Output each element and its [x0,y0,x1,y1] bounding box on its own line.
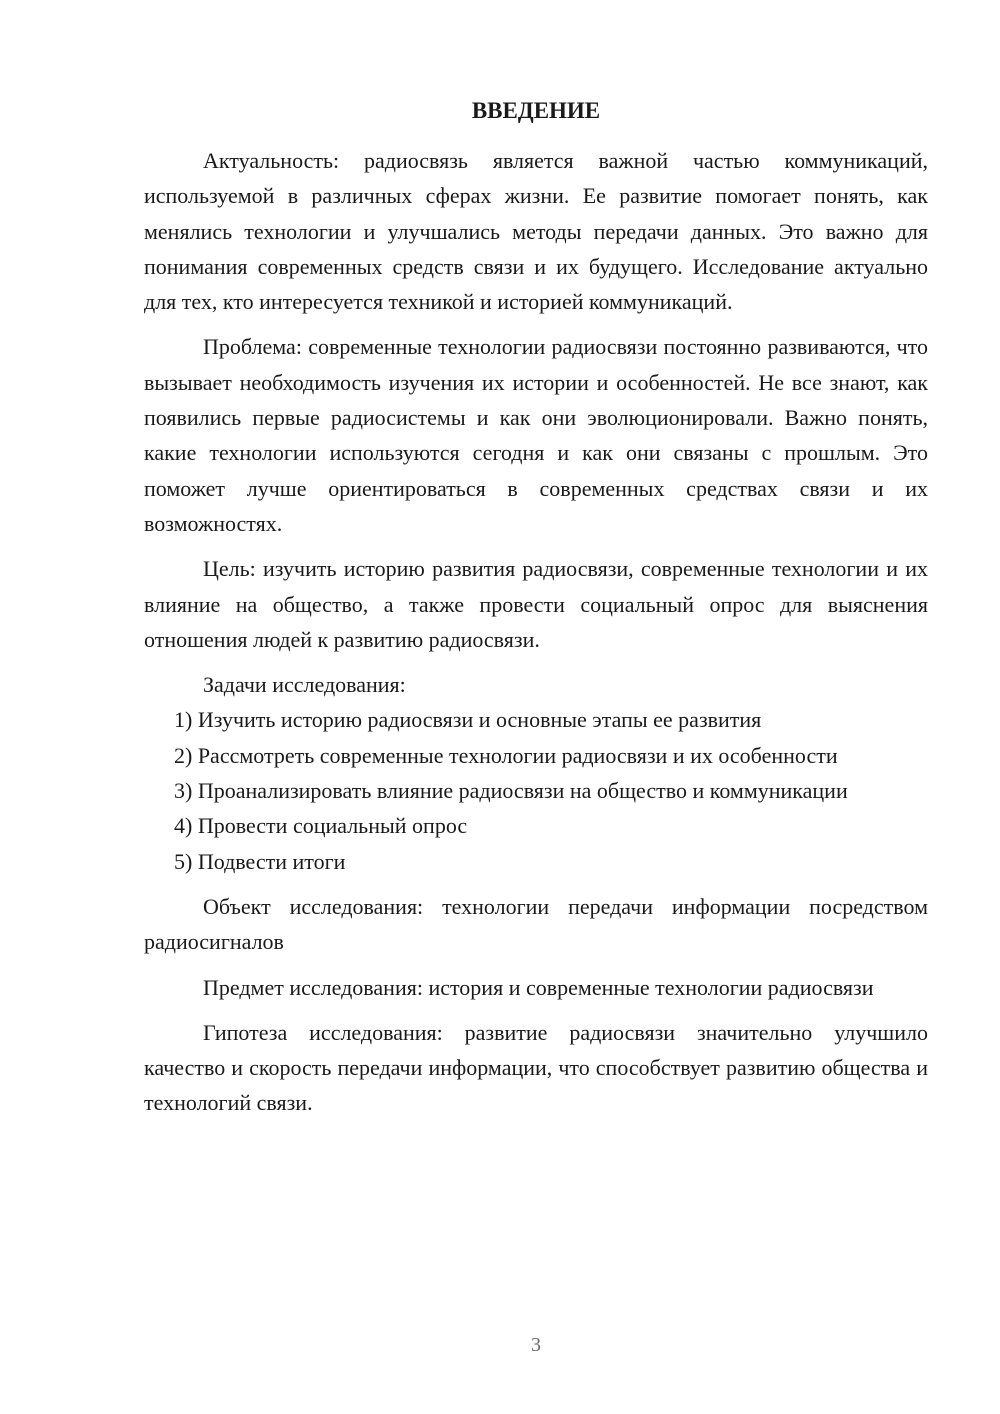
paragraph-goal: Цель: изучить историю развития радиосвязи, современные технологии и их влияние на общество, а также провести социальный опрос для выяснения отношения людей к развитию радиосвязи. [144,556,928,652]
document-body [144,143,928,1121]
paragraph-hypothesis: Гипотеза исследования: развитие радиосвязи значительно улучшило качество и скорость передачи информации, что способствует развитию общества и технологий связи. [144,1019,928,1116]
page-title: ВВЕДЕНИЕ [471,98,601,123]
paragraph-problem: Проблема: современные технологии радиосвязи постоянно развиваются, что вызывает необходимость изучения их истории и особенностей. Не все знают, как появились первые радиосистемы и как они эволюционировали. Важно понять, какие технологии используются сегодня и как они связаны с прошлым. Это поможет лучше ориентироваться в современных средствах связи и их возможностях. [144,334,928,536]
tasks-heading: Задачи исследования: [203,672,406,698]
paragraph-object: Объект исследования: технологии передачи информации посредством радиосигналов [144,893,928,955]
page-number: 3 [531,1334,541,1356]
paragraph-relevance: Актуальность: радиосвязь является важной частью коммуникаций, используемой в различных сферах жизни. Ее развитие помогает понять, как менялись технологии и улучшались методы передачи данных. Это важно для понимания современных средств связи и их будущего. Исследование актуально для тех, кто интересуется техникой и историей коммуникаций. [144,148,928,315]
task-item: 3) Проанализировать влияние радиосвязи на общество и коммуникации [174,778,848,804]
paragraph-subject: Предмет исследования: история и современные технологии радиосвязи [203,974,874,1000]
task-item: 2) Рассмотреть современные технологии радиосвязи и их особенности [174,742,838,768]
task-item: 5) Подвести итоги [174,848,346,874]
task-item: 1) Изучить историю радиосвязи и основные этапы ее развития [174,707,762,733]
task-item: 4) Провести социальный опрос [174,813,468,839]
